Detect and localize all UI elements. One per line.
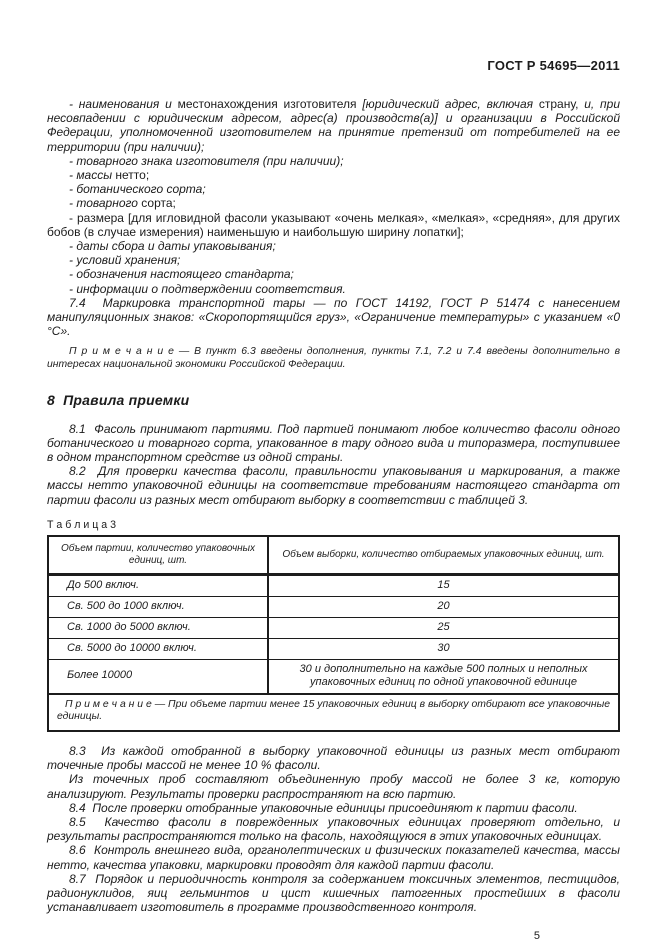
table-note-row xyxy=(48,694,619,731)
marking-list-item: - массы нетто; xyxy=(69,168,150,183)
table-note: П р и м е ч а н и е — При объеме партии менее 15 упаковочных единиц в выборку отбирают все упаковочные единицы. xyxy=(48,694,619,731)
table-cell-value: 15 xyxy=(268,574,619,596)
table-cell-value: 30 и дополнительно на каждые 500 полных и неполных упаковочных единиц по одной упаковочной единице xyxy=(268,659,619,694)
page-content xyxy=(0,73,661,942)
paragraph-8-5: 8.5 Качество фасоли в поврежденных упаковочных единицах проверяют отдельно, и результаты распространяются только на фасоль, находящуюся в этих упаковочных единицах. xyxy=(47,815,620,844)
table-row xyxy=(48,574,619,596)
table-row xyxy=(48,596,619,617)
paragraph-8-6: 8.6 Контроль внешнего вида, органолептических и физических показателей качества, массы нетто, качества упаковки, маркировки проводят для каждой партии фасоли. xyxy=(47,843,620,872)
paragraph-8-2: 8.2 Для проверки качества фасоли, правильности упаковывания и маркирования, а также массы нетто упаковочной единицы на соответствие требованиям настоящего стандарта от партии фасоли из разных мест отбирают выборку в соответствии с таблицей 3. xyxy=(47,464,620,507)
marking-list-item-size: - размера [для игловидной фасоли указывают «очень мелкая», «мелкая», «средняя», для других бобов (в случае измерения) наименьшую и наибольшую ширину лопатки]; xyxy=(47,210,620,239)
table-cell-range: Св. 5000 до 10000 включ. xyxy=(48,638,268,659)
table-cell-range: Более 10000 xyxy=(48,659,268,694)
table-header-cell-sample-volume: Объем выборки, количество отбираемых упаковочных единиц, шт. xyxy=(268,536,619,575)
table-cell-value: 30 xyxy=(268,638,619,659)
table-cell-value: 25 xyxy=(268,617,619,638)
paragraph-manufacturer-address: - наименования и местонахождения изготовителя [юридический адрес, включая страну, и, при несовпадении с юридическим адресом, адрес(а) производств(а)] и организации в Российской Федерации, уполномоченной изготовителем на принятие претензий от потребителей на ее территории (при наличии); xyxy=(47,97,621,154)
note-section-7: П р и м е ч а н и е — В пункт 6.3 введены дополнения, пункты 7.1, 7.2 и 7.4 введены дополнительно в интересах национальной экономики Российской Федерации. xyxy=(47,346,620,371)
paragraph-8-4: 8.4 После проверки отобранные упаковочные единицы присоединяют к партии фасоли. xyxy=(69,800,578,815)
table-cell-range: До 500 включ. xyxy=(48,574,268,596)
table-row xyxy=(48,617,619,638)
table-header-cell-batch-volume: Объем партии, количество упаковочных единиц, шт. xyxy=(48,536,268,575)
paragraph-8-3-continued: Из точечных проб составляют объединенную пробу массой не более 3 кг, которую анализируют. Результаты проверки распространяют на всю партию. xyxy=(47,772,620,801)
paragraph-8-3: 8.3 Из каждой отобранной в выборку упаковочной единицы из разных мест отбирают точечные пробы массой не менее 10 % фасоли. xyxy=(47,744,620,773)
marking-list-item: - товарного знака изготовителя (при наличии); xyxy=(69,153,344,168)
table-cell-range: Св. 500 до 1000 включ. xyxy=(48,596,268,617)
marking-list-item: - ботанического сорта; xyxy=(69,182,206,197)
doc-number-header: ГОСТ Р 54695—2011 xyxy=(487,58,620,73)
table-cell-value: 20 xyxy=(268,596,619,617)
marking-list-item: - условий хранения; xyxy=(69,253,181,268)
section-8-heading: 8 Правила приемки xyxy=(47,391,190,408)
marking-list-item: - товарного сорта; xyxy=(69,196,176,211)
table-3-label: Т а б л и ц а 3 xyxy=(47,518,116,531)
table-row xyxy=(48,638,619,659)
paragraph-8-1: 8.1 Фасоль принимают партиями. Под партией понимают любое количество фасоли одного ботанического и товарного сорта, упакованное в тару одного вида и типоразмера, поступившее в одном транспортном средстве из одной страны. xyxy=(47,421,620,465)
marking-list-item: - обозначения настоящего стандарта; xyxy=(69,267,294,282)
paragraph-7-4: 7.4 Маркировка транспортной тары — по ГОСТ 14192, ГОСТ Р 51474 с нанесением манипуляционных знаков: «Скоропортящийся груз», «Ограничение температуры» с указанием «0 °С». xyxy=(47,295,620,339)
table-row xyxy=(48,659,619,694)
marking-list-item: - информации о подтверждении соответствия. xyxy=(69,281,346,296)
table-3 xyxy=(47,535,620,732)
marking-list-item: - даты сбора и даты упаковывания; xyxy=(69,239,276,254)
table-cell-range: Св. 1000 до 5000 включ. xyxy=(48,617,268,638)
page-number: 5 xyxy=(533,930,540,942)
table-header-row xyxy=(48,536,619,575)
paragraph-8-7: 8.7 Порядок и периодичность контроля за содержанием токсичных элементов, пестицидов, радионуклидов, яиц гельминтов и цист кишечных патогенных простейших в фасоли устанавливает изготовитель в программе производственного контроля. xyxy=(47,871,620,915)
